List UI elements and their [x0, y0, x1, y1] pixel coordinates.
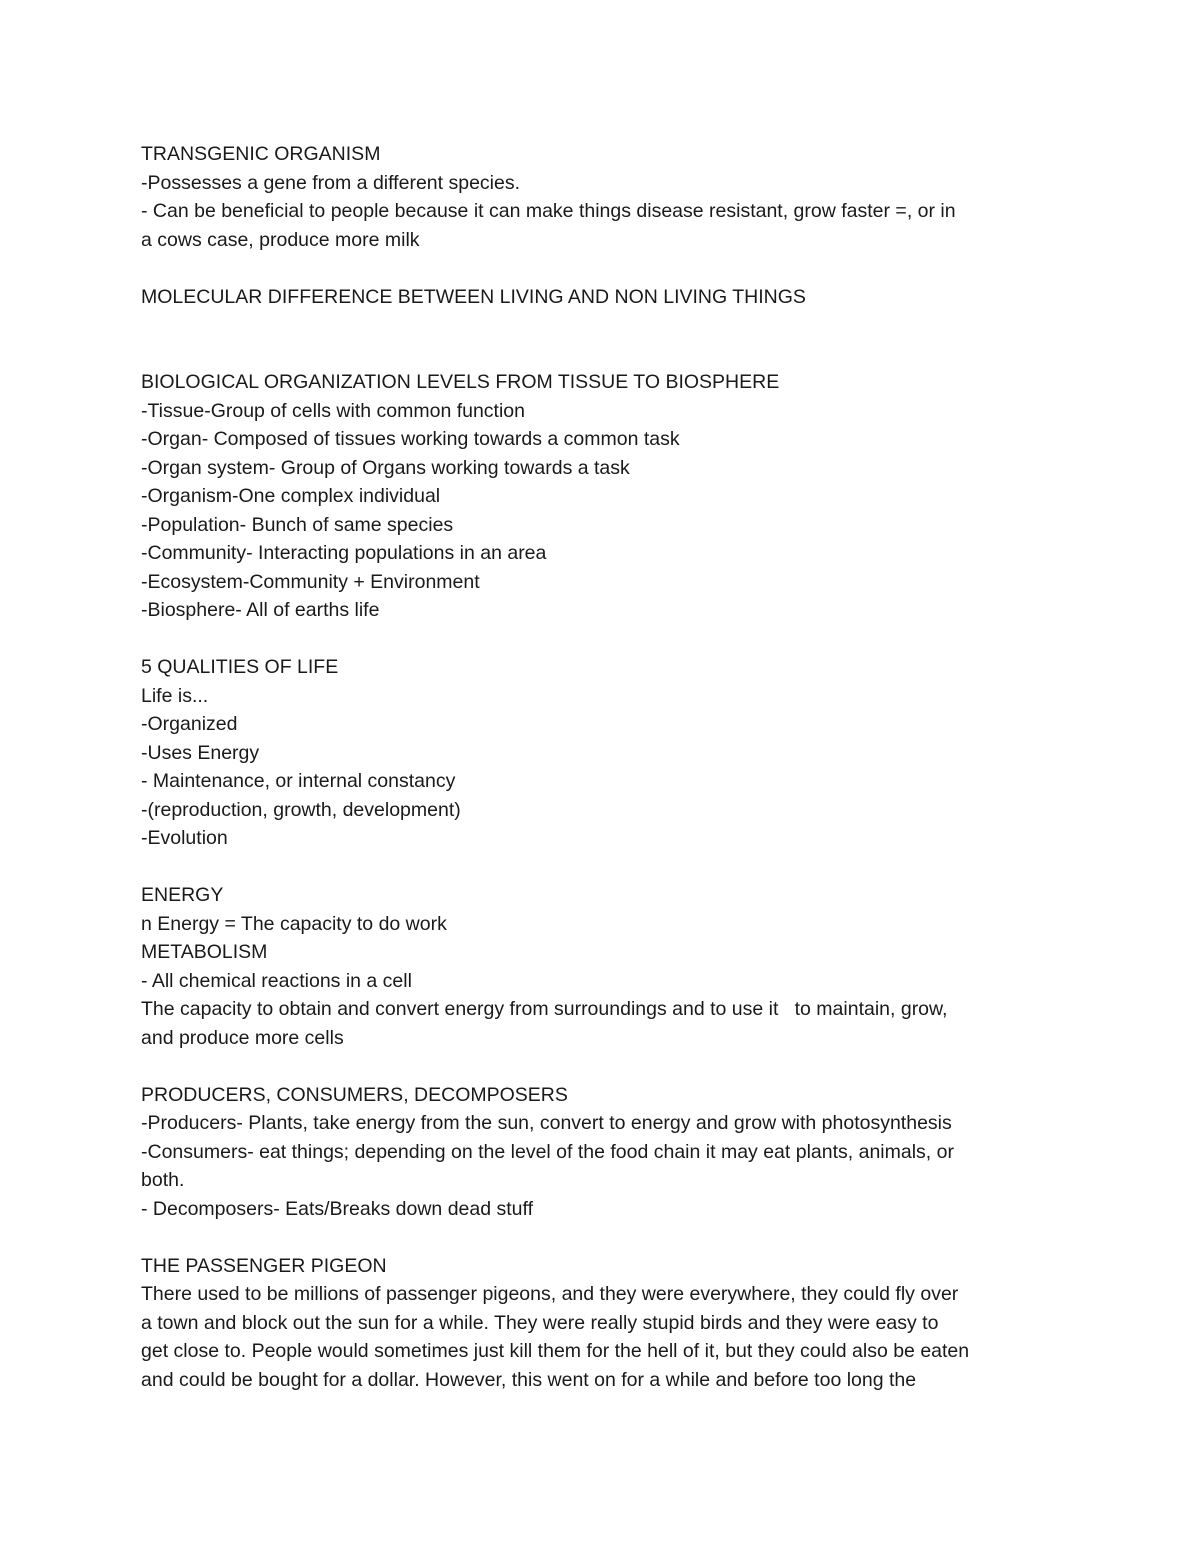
- text-line: -Community- Interacting populations in an area: [141, 542, 547, 564]
- spacer: [141, 1223, 1081, 1252]
- text-line: -Producers- Plants, take energy from the sun, convert to energy and grow with photosynthesis: [141, 1112, 952, 1134]
- section-heading: THE PASSENGER PIGEON: [141, 1254, 387, 1277]
- document-page: [141, 140, 1081, 1394]
- section-heading: 5 QUALITIES OF LIFE: [141, 656, 339, 678]
- section-molecular: [141, 283, 1081, 312]
- section-qualities: [141, 653, 1081, 853]
- text-line: - Can be beneficial to people because it can make things disease resistant, grow faster =, or in: [141, 200, 956, 222]
- spacer: [141, 311, 1081, 368]
- section-producers: [141, 1081, 1081, 1224]
- section-heading: MOLECULAR DIFFERENCE BETWEEN LIVING AND NON LIVING THINGS: [141, 285, 806, 308]
- section-biological: [141, 368, 1081, 625]
- text-line: a town and block out the sun for a while. They were really stupid birds and they were easy to: [141, 1311, 939, 1334]
- text-line: and produce more cells: [141, 1026, 344, 1049]
- text-line: -Organism-One complex individual: [141, 485, 441, 507]
- text-line: a cows case, produce more milk: [141, 228, 420, 251]
- text-line: and could be bought for a dollar. However, this went on for a while and before too long the: [141, 1368, 917, 1391]
- section-transgenic: [141, 140, 1081, 254]
- text-line: Life is...: [141, 684, 209, 707]
- text-line: -(reproduction, growth, development): [141, 798, 461, 821]
- text-line: - Maintenance, or internal constancy: [141, 770, 456, 792]
- text-line: METABOLISM: [141, 941, 268, 963]
- section-energy: [141, 881, 1081, 1052]
- text-line: -Organized: [141, 713, 238, 735]
- spacer: [141, 853, 1081, 882]
- text-line: -Biosphere- All of earths life: [141, 599, 380, 621]
- section-heading: PRODUCERS, CONSUMERS, DECOMPOSERS: [141, 1083, 568, 1106]
- text-line: There used to be millions of passenger pigeons, and they were everywhere, they could fly over: [141, 1283, 959, 1305]
- spacer: [141, 625, 1081, 654]
- text-line: both.: [141, 1169, 185, 1191]
- text-line: The capacity to obtain and convert energy from surroundings and to use it to maintain, grow,: [141, 998, 948, 1020]
- spacer: [141, 1052, 1081, 1081]
- text-line: -Organ system- Group of Organs working towards a task: [141, 456, 630, 479]
- text-line: -Organ- Composed of tissues working towards a common task: [141, 428, 680, 450]
- section-pigeon: [141, 1252, 1081, 1395]
- text-line: -Evolution: [141, 827, 228, 849]
- text-line: -Possesses a gene from a different species.: [141, 171, 521, 194]
- text-line: -Consumers- eat things; depending on the level of the food chain it may eat plants, animals, or: [141, 1140, 954, 1163]
- section-heading: ENERGY: [141, 884, 224, 906]
- spacer: [141, 254, 1081, 283]
- text-line: -Uses Energy: [141, 741, 260, 764]
- section-heading: BIOLOGICAL ORGANIZATION LEVELS FROM TISSUE TO BIOSPHERE: [141, 371, 780, 393]
- section-heading: TRANSGENIC ORGANISM: [141, 143, 381, 165]
- text-line: get close to. People would sometimes just kill them for the hell of it, but they could also be eaten: [141, 1340, 970, 1362]
- text-line: n Energy = The capacity to do work: [141, 912, 447, 935]
- text-line: -Tissue-Group of cells with common function: [141, 399, 526, 422]
- text-line: -Population- Bunch of same species: [141, 513, 454, 536]
- text-line: - Decomposers- Eats/Breaks down dead stuff: [141, 1197, 533, 1220]
- text-line: -Ecosystem-Community + Environment: [141, 570, 480, 593]
- text-line: - All chemical reactions in a cell: [141, 969, 412, 992]
